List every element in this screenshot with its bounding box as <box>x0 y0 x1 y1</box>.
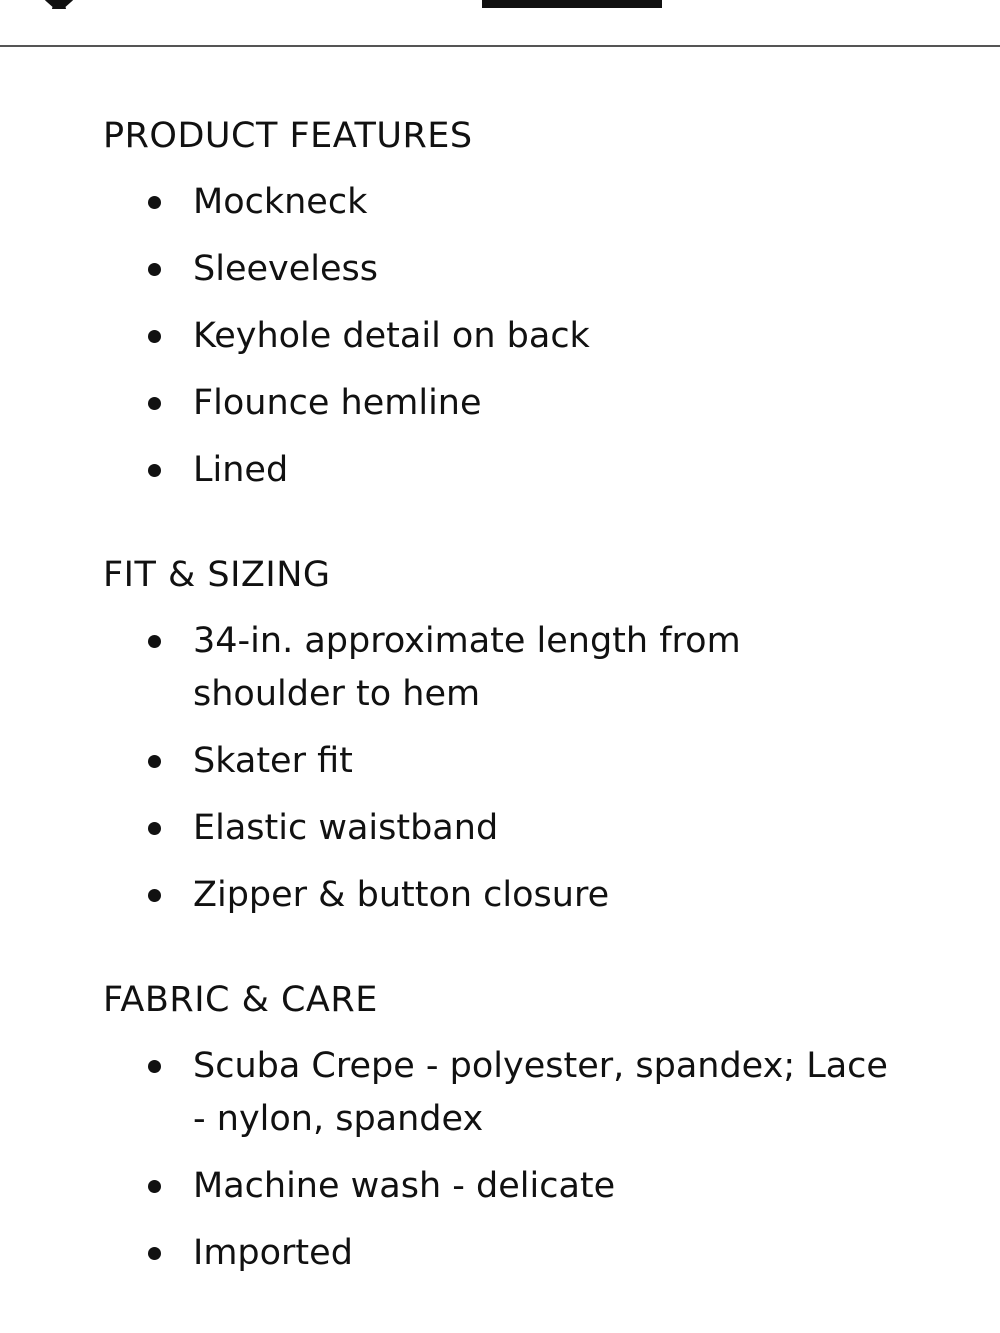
bullet-icon <box>148 822 161 835</box>
bullet-icon <box>148 196 161 209</box>
list-item-text: Mockneck <box>193 182 368 222</box>
list-item <box>0 1227 1000 1280</box>
list-item-text: Elastic waistband <box>193 808 499 848</box>
bullet-icon <box>148 1247 161 1260</box>
list-item-text: Scuba Crepe - polyester, spandex; Lace - nylon, spandex <box>193 1046 888 1139</box>
bullet-icon <box>148 889 161 902</box>
list-item <box>0 735 1000 788</box>
bullet-icon <box>148 635 161 648</box>
list-item-text: Zipper & button closure <box>193 875 610 915</box>
section-title-product-features: PRODUCT FEATURES <box>103 116 473 156</box>
list-item-text: 34-in. approximate length from shoulder to hem <box>193 621 741 714</box>
add-to-bag-button[interactable] <box>482 0 662 8</box>
bullet-icon <box>148 263 161 276</box>
product-features-list <box>0 176 1000 511</box>
list-item-text: Machine wash - delicate <box>193 1166 616 1206</box>
bullet-icon <box>148 1060 161 1073</box>
list-item-text: Lined <box>193 450 289 490</box>
list-item <box>0 615 1000 721</box>
star-icon[interactable] <box>42 0 76 9</box>
list-item <box>0 176 1000 229</box>
top-bar <box>0 0 1000 47</box>
list-item-text: Imported <box>193 1233 353 1273</box>
list-item <box>0 1040 1000 1146</box>
list-item-text: Skater fit <box>193 741 353 781</box>
list-item <box>0 310 1000 363</box>
list-item <box>0 377 1000 430</box>
bullet-icon <box>148 330 161 343</box>
list-item <box>0 1160 1000 1213</box>
bullet-icon <box>148 397 161 410</box>
bullet-icon <box>148 755 161 768</box>
bullet-icon <box>148 464 161 477</box>
fit-sizing-list <box>0 615 1000 936</box>
section-title-fabric-care: FABRIC & CARE <box>103 980 378 1020</box>
list-item <box>0 444 1000 497</box>
list-item-text: Sleeveless <box>193 249 378 289</box>
list-item <box>0 243 1000 296</box>
list-item <box>0 869 1000 922</box>
section-title-fit-sizing: FIT & SIZING <box>103 555 331 595</box>
bullet-icon <box>148 1180 161 1193</box>
list-item-text: Flounce hemline <box>193 383 482 423</box>
fabric-care-list <box>0 1040 1000 1294</box>
list-item-text: Keyhole detail on back <box>193 316 590 356</box>
list-item <box>0 802 1000 855</box>
